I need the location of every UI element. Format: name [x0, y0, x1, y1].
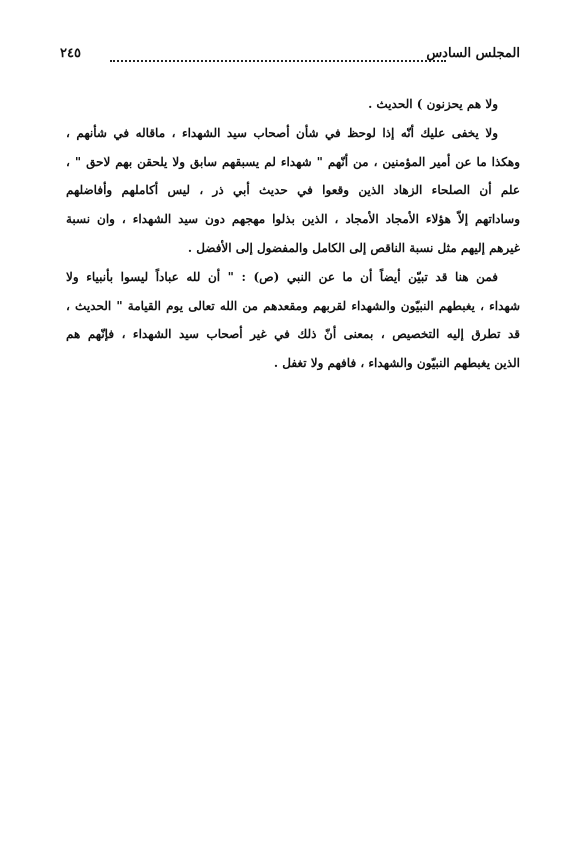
text-line: غيرهم إليهم مثل نسبة الناقص إلى الكامل والمفضول إلى الأفضل .	[187, 240, 520, 255]
dotted-leader-rule	[110, 60, 446, 62]
text-line: علم أن الصلحاء الزهاد الذين وقعوا في حديث أبي ذر ، ليس أكاملهم وأفاضلهم	[66, 183, 520, 198]
text-line: ولا يخفى عليك أنّه إذا لوحظ في شأن أصحاب سيد الشهداء ، ماقاله في شأنهم ،	[66, 125, 498, 140]
running-header	[60, 44, 520, 74]
body-text	[66, 90, 520, 378]
chapter-title: المجلس السادس	[426, 46, 520, 61]
text-line: وهكذا ما عن أمير المؤمنين ، من أنّهم " شهداء لم يسبقهم سابق ولا يلحقن بهم لاحق " ،	[66, 154, 520, 169]
text-line: شهداء ، يغبطهم النبيّون والشهداء لقربهم ومقعدهم من الله تعالى يوم القيامة " الحديث ،	[66, 298, 520, 313]
text-line: وساداتهم إلاّ هؤلاء الأمجاد الأمجاد ، الذين بذلوا مهجهم دون سيد الشهداء ، وان نسبة	[66, 212, 520, 227]
text-line: الذين يغبطهم النبيّون والشهداء ، فافهم ولا تغفل .	[273, 356, 520, 371]
text-line: ولا هم يحزنون ) الحديث .	[368, 97, 498, 111]
page-number: ٢٤٥	[60, 46, 81, 61]
text-line: فمن هنا قد تبيّن أيضاً أن ما عن النبي (ص) : " أن لله عباداً ليسوا بأنبياء ولا	[66, 269, 498, 284]
text-line: قد تطرق إليه التخصيص ، بمعنى أنّ ذلك في غير أصحاب سيد الشهداء ، فإنّهم هم	[66, 327, 520, 342]
